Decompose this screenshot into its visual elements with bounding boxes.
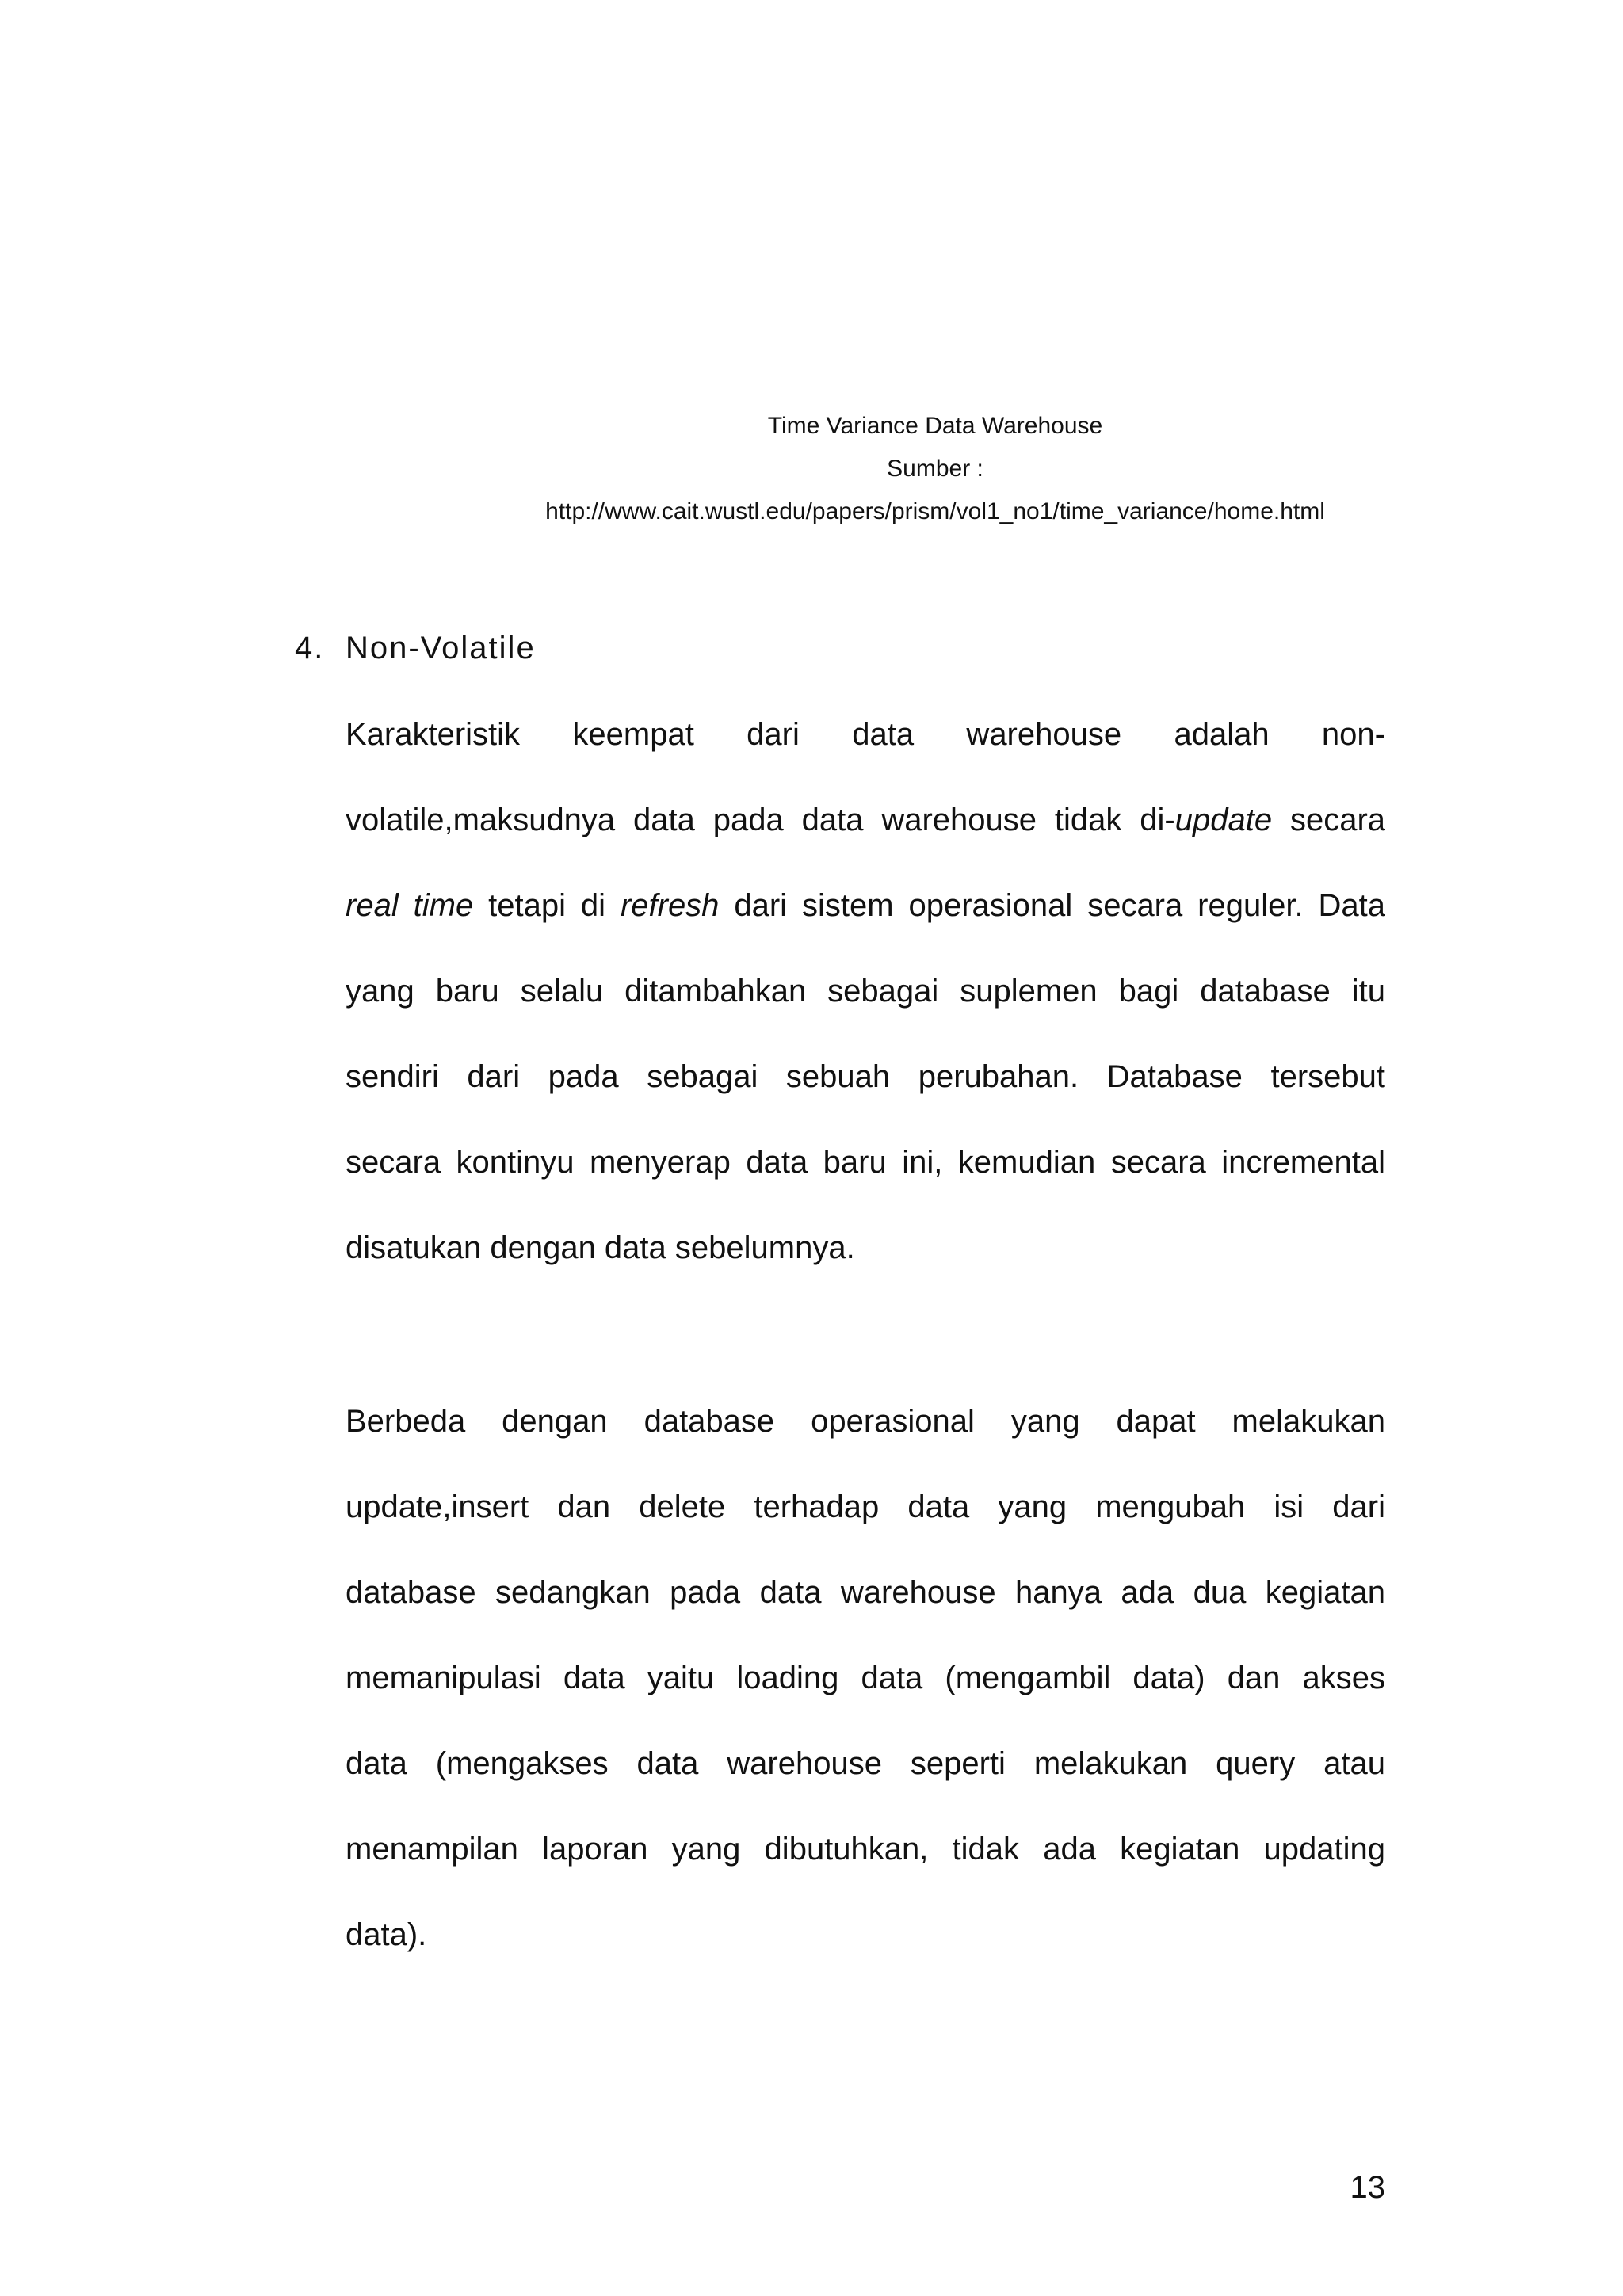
- paragraph-line: secara kontinyu menyerap data baru ini, kemudian secara incremental: [346, 1145, 1385, 1180]
- paragraph-line: disatukan dengan data sebelumnya.: [346, 1230, 855, 1265]
- paragraph-line: database sedangkan pada data warehouse hanya ada dua kegiatan: [346, 1575, 1385, 1610]
- text-run: secara: [1272, 803, 1386, 837]
- emphasis-real-time: real time: [346, 888, 474, 923]
- paragraph-line: sendiri dari pada sebagai sebuah perubahan. Database tersebut: [346, 1059, 1385, 1094]
- paragraph-line: Berbeda dengan database operasional yang dapat melakukan: [346, 1404, 1385, 1439]
- paragraph-line: yang baru selalu ditambahkan sebagai suplemen bagi database itu: [346, 974, 1385, 1009]
- text-run: dari sistem operasional secara reguler. Data: [719, 888, 1385, 923]
- section-number: 4.: [295, 631, 325, 666]
- paragraph-non-volatile-2: [346, 1379, 1385, 1978]
- emphasis-update: update: [1174, 803, 1273, 837]
- paragraph-non-volatile-1: [346, 692, 1385, 1291]
- figure-caption-title: Time Variance Data Warehouse: [767, 413, 1103, 439]
- section-heading: [295, 626, 536, 670]
- paragraph-line: update,insert dan delete terhadap data yang mengubah isi dari: [346, 1489, 1385, 1524]
- paragraph-line: Karakteristik keempat dari data warehouse adalah non-: [346, 717, 1385, 752]
- emphasis-refresh: refresh: [620, 888, 720, 923]
- figure-caption-source-label: Sumber :: [887, 456, 983, 482]
- section-title: Non-Volatile: [346, 631, 536, 666]
- figure-caption-source-url: http://www.cait.wustl.edu/papers/prism/vol1_no1/time_variance/home.html: [545, 498, 1325, 524]
- paragraph-line: data).: [346, 1917, 427, 1952]
- text-run: tetapi di: [473, 888, 621, 923]
- paragraph-line: data (mengakses data warehouse seperti melakukan query atau: [346, 1746, 1385, 1781]
- paragraph-line: menampilan laporan yang dibutuhkan, tidak ada kegiatan updating: [346, 1832, 1385, 1867]
- page-number: 13: [1350, 2170, 1385, 2205]
- paragraph-line: [346, 863, 1385, 948]
- paragraph-line: memanipulasi data yaitu loading data (mengambil data) dan akses: [346, 1661, 1385, 1695]
- text-run: volatile,maksudnya data pada data warehouse tidak di-: [346, 803, 1175, 837]
- paragraph-line: [346, 777, 1385, 863]
